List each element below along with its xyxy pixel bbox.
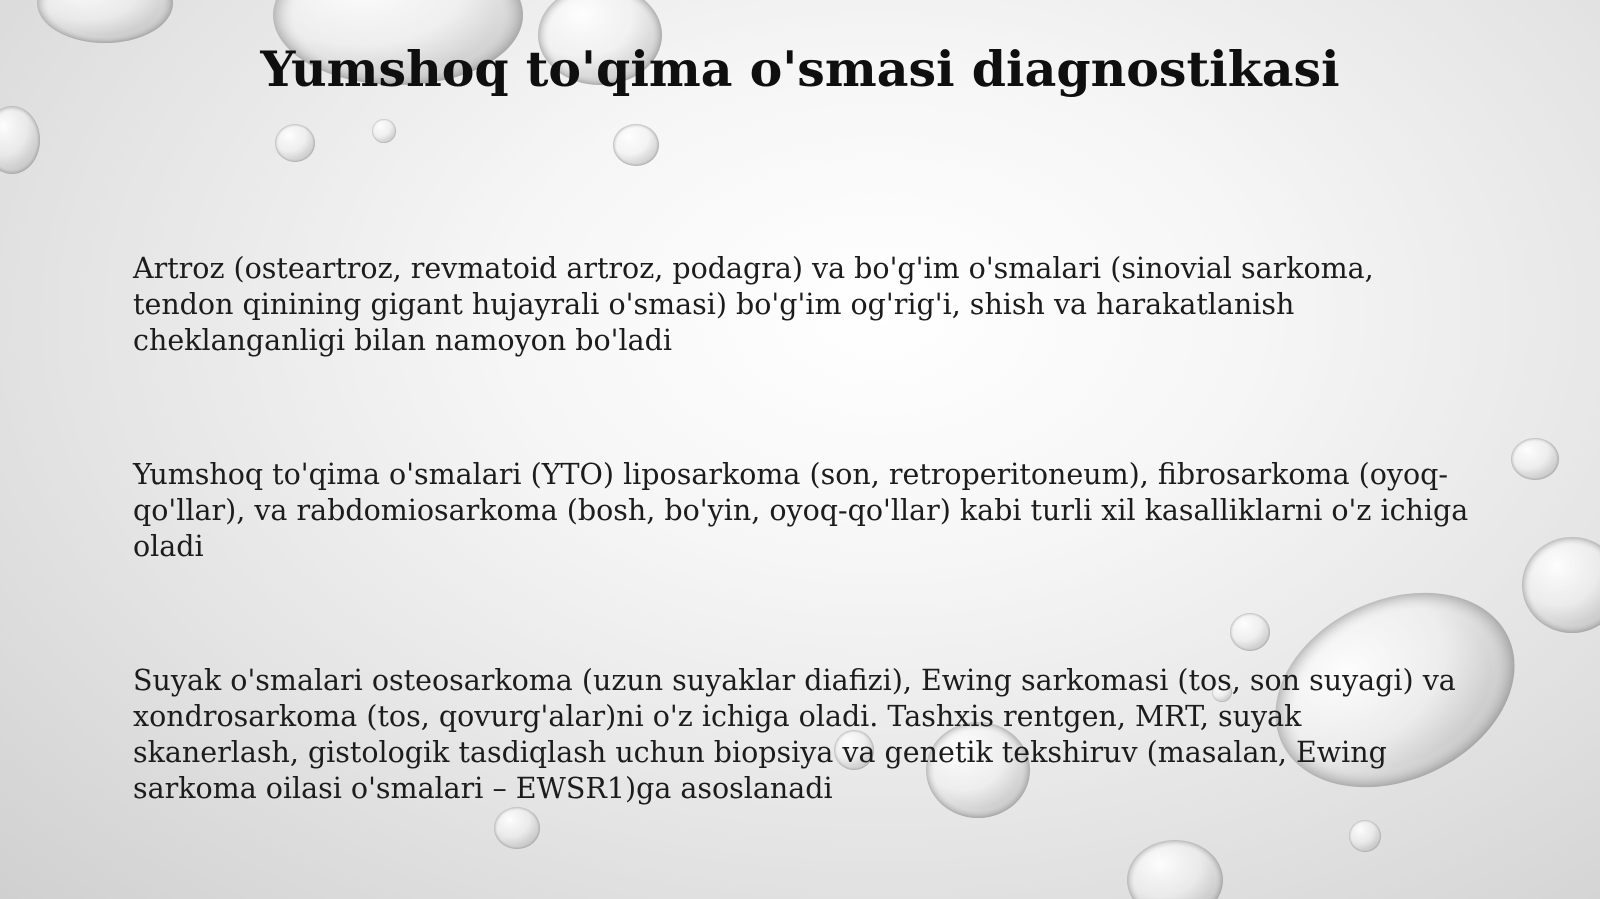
- paragraph-arthrosis: Artroz (osteartroz, revmatoid artroz, podagra) va bo'g'im o'smalari (sinovial sarkoma, tendon qinining gigant hujayrali o'smasi) bo'g'im og'rig'i, shish va harakatlanish cheklanganligi bilan namoyon bo'ladi: [133, 252, 1374, 357]
- paragraph-soft-tissue-tumors: Yumshoq to'qima o'smalari (YTO) liposarkoma (son, retroperitoneum), fibrosarkoma (oyoq-qo'llar), va rabdomiosarkoma (bosh, bo'yin, oyoq-qo'llar) kabi turli xil kasalliklarni o'z ichiga oladi: [133, 458, 1469, 563]
- droplet: [0, 106, 40, 174]
- paragraph-bone-tumors: Suyak o'smalari osteosarkoma (uzun suyaklar diafizi), Ewing sarkomasi (tos, son suyagi) va xondrosarkoma (tos, qovurg'alar)ni o'z ichiga oladi. Tashxis rentgen, MRT, suyak skanerlash, gistologik tasdiqlash uchun biopsiya va genetik tekshiruv (masalan, Ewing sarkoma oilasi o'smalari – EWSR1)ga asoslanadi: [133, 664, 1456, 805]
- droplet: [1127, 840, 1223, 899]
- slide-title: Yumshoq to'qima o'smasi diagnostikasi: [260, 40, 1340, 98]
- droplet: [1511, 438, 1559, 480]
- droplet: [1349, 820, 1381, 852]
- droplet: [1230, 613, 1270, 651]
- droplet: [1522, 537, 1600, 633]
- droplet: [275, 124, 315, 162]
- droplet: [37, 0, 173, 43]
- droplet: [372, 119, 396, 143]
- droplet: [613, 124, 659, 166]
- droplet: [494, 807, 540, 849]
